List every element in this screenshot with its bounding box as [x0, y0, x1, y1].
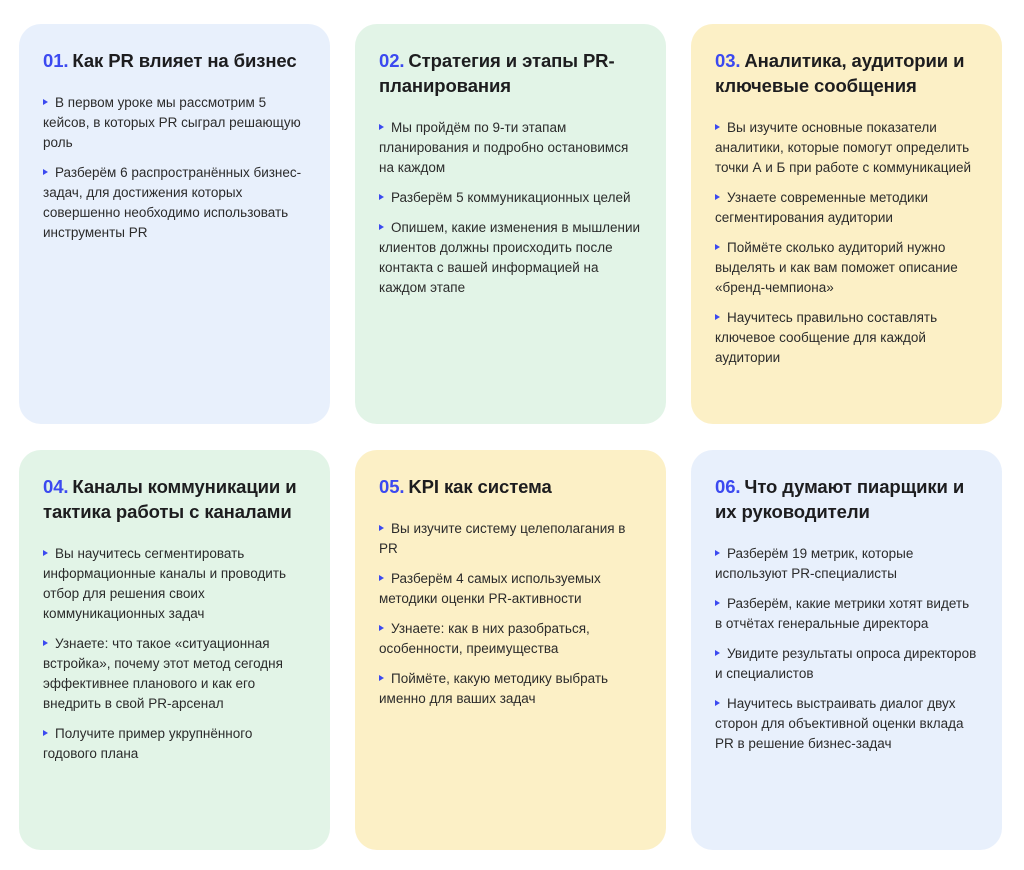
triangle-bullet-icon	[715, 650, 720, 656]
list-item-text: Поймёте, какую методику выбрать именно для ваших задач	[379, 671, 609, 706]
module-number: 05.	[379, 476, 405, 497]
list-item	[43, 544, 306, 624]
module-title-text: Как PR влияет на бизнес	[72, 50, 297, 71]
list-item	[43, 93, 306, 153]
module-topics-list	[379, 118, 642, 298]
list-item	[715, 694, 978, 754]
list-item	[715, 308, 978, 368]
list-item-text: Опишем, какие изменения в мышлении клиентов должны происходить после контакта с вашей информацией на каждом этапе	[379, 220, 641, 295]
module-card-2	[355, 24, 666, 424]
triangle-bullet-icon	[715, 244, 720, 250]
module-title-text: Стратегия и этапы PR-планирования	[379, 50, 615, 96]
list-item	[379, 569, 642, 609]
module-topics-list	[43, 544, 306, 764]
list-item-text: Мы пройдём по 9-ти этапам планирования и подробно остановимся на каждом	[379, 120, 629, 175]
triangle-bullet-icon	[715, 550, 720, 556]
module-number: 04.	[43, 476, 69, 497]
list-item-text: Увидите результаты опроса директоров и специалистов	[715, 646, 977, 681]
module-title	[715, 474, 978, 524]
module-title	[715, 48, 978, 98]
list-item-text: Научитесь выстраивать диалог двух сторон для объективной оценки вклада PR в решение бизнес-задач	[715, 696, 964, 751]
list-item-text: Разберём, какие метрики хотят видеть в отчётах генеральные директора	[715, 596, 970, 631]
module-number: 01.	[43, 50, 69, 71]
list-item	[379, 669, 642, 709]
module-title-text: KPI как система	[408, 476, 552, 497]
list-item-text: Вы изучите основные показатели аналитики, которые помогут определить точки А и Б при работе с коммуникацией	[715, 120, 972, 175]
list-item	[379, 118, 642, 178]
list-item	[379, 519, 642, 559]
list-item-text: Вы изучите систему целеполагания в PR	[379, 521, 626, 556]
triangle-bullet-icon	[379, 224, 384, 230]
module-number: 03.	[715, 50, 741, 71]
list-item	[379, 218, 642, 298]
module-card-3	[691, 24, 1002, 424]
triangle-bullet-icon	[715, 314, 720, 320]
list-item-text: В первом уроке мы рассмотрим 5 кейсов, в которых PR сыграл решающую роль	[43, 95, 301, 150]
list-item	[379, 188, 642, 208]
triangle-bullet-icon	[43, 99, 48, 105]
module-topics-list	[43, 93, 306, 243]
list-item	[715, 644, 978, 684]
module-title-text: Каналы коммуникации и тактика работы с каналами	[43, 476, 297, 522]
module-topics-list	[715, 544, 978, 754]
list-item-text: Узнаете: что такое «ситуационная встройка», почему этот метод сегодня эффективнее планового и как его внедрить в свой PR-арсенал	[43, 636, 283, 711]
triangle-bullet-icon	[715, 194, 720, 200]
list-item	[715, 238, 978, 298]
list-item	[715, 118, 978, 178]
triangle-bullet-icon	[379, 194, 384, 200]
module-title-text: Аналитика, аудитории и ключевые сообщения	[715, 50, 965, 96]
list-item-text: Разберём 5 коммуникационных целей	[391, 190, 631, 205]
triangle-bullet-icon	[379, 124, 384, 130]
module-number: 06.	[715, 476, 741, 497]
list-item	[379, 619, 642, 659]
list-item	[715, 188, 978, 228]
list-item-text: Узнаете современные методики сегментирования аудитории	[715, 190, 929, 225]
list-item	[715, 594, 978, 634]
triangle-bullet-icon	[715, 124, 720, 130]
list-item-text: Поймёте сколько аудиторий нужно выделять и как вам поможет описание «бренд-чемпиона»	[715, 240, 958, 295]
triangle-bullet-icon	[715, 600, 720, 606]
triangle-bullet-icon	[379, 625, 384, 631]
list-item	[43, 163, 306, 243]
list-item-text: Разберём 4 самых используемых методики оценки PR-активности	[379, 571, 601, 606]
module-title	[379, 474, 642, 499]
list-item-text: Разберём 19 метрик, которые используют PR-специалисты	[715, 546, 914, 581]
list-item-text: Узнаете: как в них разобраться, особенности, преимущества	[379, 621, 590, 656]
triangle-bullet-icon	[43, 169, 48, 175]
module-title	[379, 48, 642, 98]
list-item-text: Разберём 6 распространённых бизнес-задач, для достижения которых совершенно необходимо использовать инструменты PR	[43, 165, 302, 240]
list-item-text: Научитесь правильно составлять ключевое сообщение для каждой аудитории	[715, 310, 938, 365]
module-card-5	[355, 450, 666, 850]
module-number: 02.	[379, 50, 405, 71]
list-item	[43, 634, 306, 714]
module-card-6	[691, 450, 1002, 850]
triangle-bullet-icon	[43, 730, 48, 736]
list-item-text: Получите пример укрупнённого годового плана	[43, 726, 253, 761]
triangle-bullet-icon	[715, 700, 720, 706]
list-item	[715, 544, 978, 584]
module-topics-list	[715, 118, 978, 368]
module-card-1	[19, 24, 330, 424]
module-topics-list	[379, 519, 642, 709]
list-item	[43, 724, 306, 764]
triangle-bullet-icon	[43, 550, 48, 556]
triangle-bullet-icon	[379, 675, 384, 681]
module-title-text: Что думают пиарщики и их руководители	[715, 476, 965, 522]
list-item-text: Вы научитесь сегментировать информационные каналы и проводить отбор для решения своих коммуникационных задач	[43, 546, 287, 621]
triangle-bullet-icon	[379, 525, 384, 531]
module-card-4	[19, 450, 330, 850]
module-title	[43, 48, 306, 73]
module-title	[43, 474, 306, 524]
triangle-bullet-icon	[379, 575, 384, 581]
triangle-bullet-icon	[43, 640, 48, 646]
